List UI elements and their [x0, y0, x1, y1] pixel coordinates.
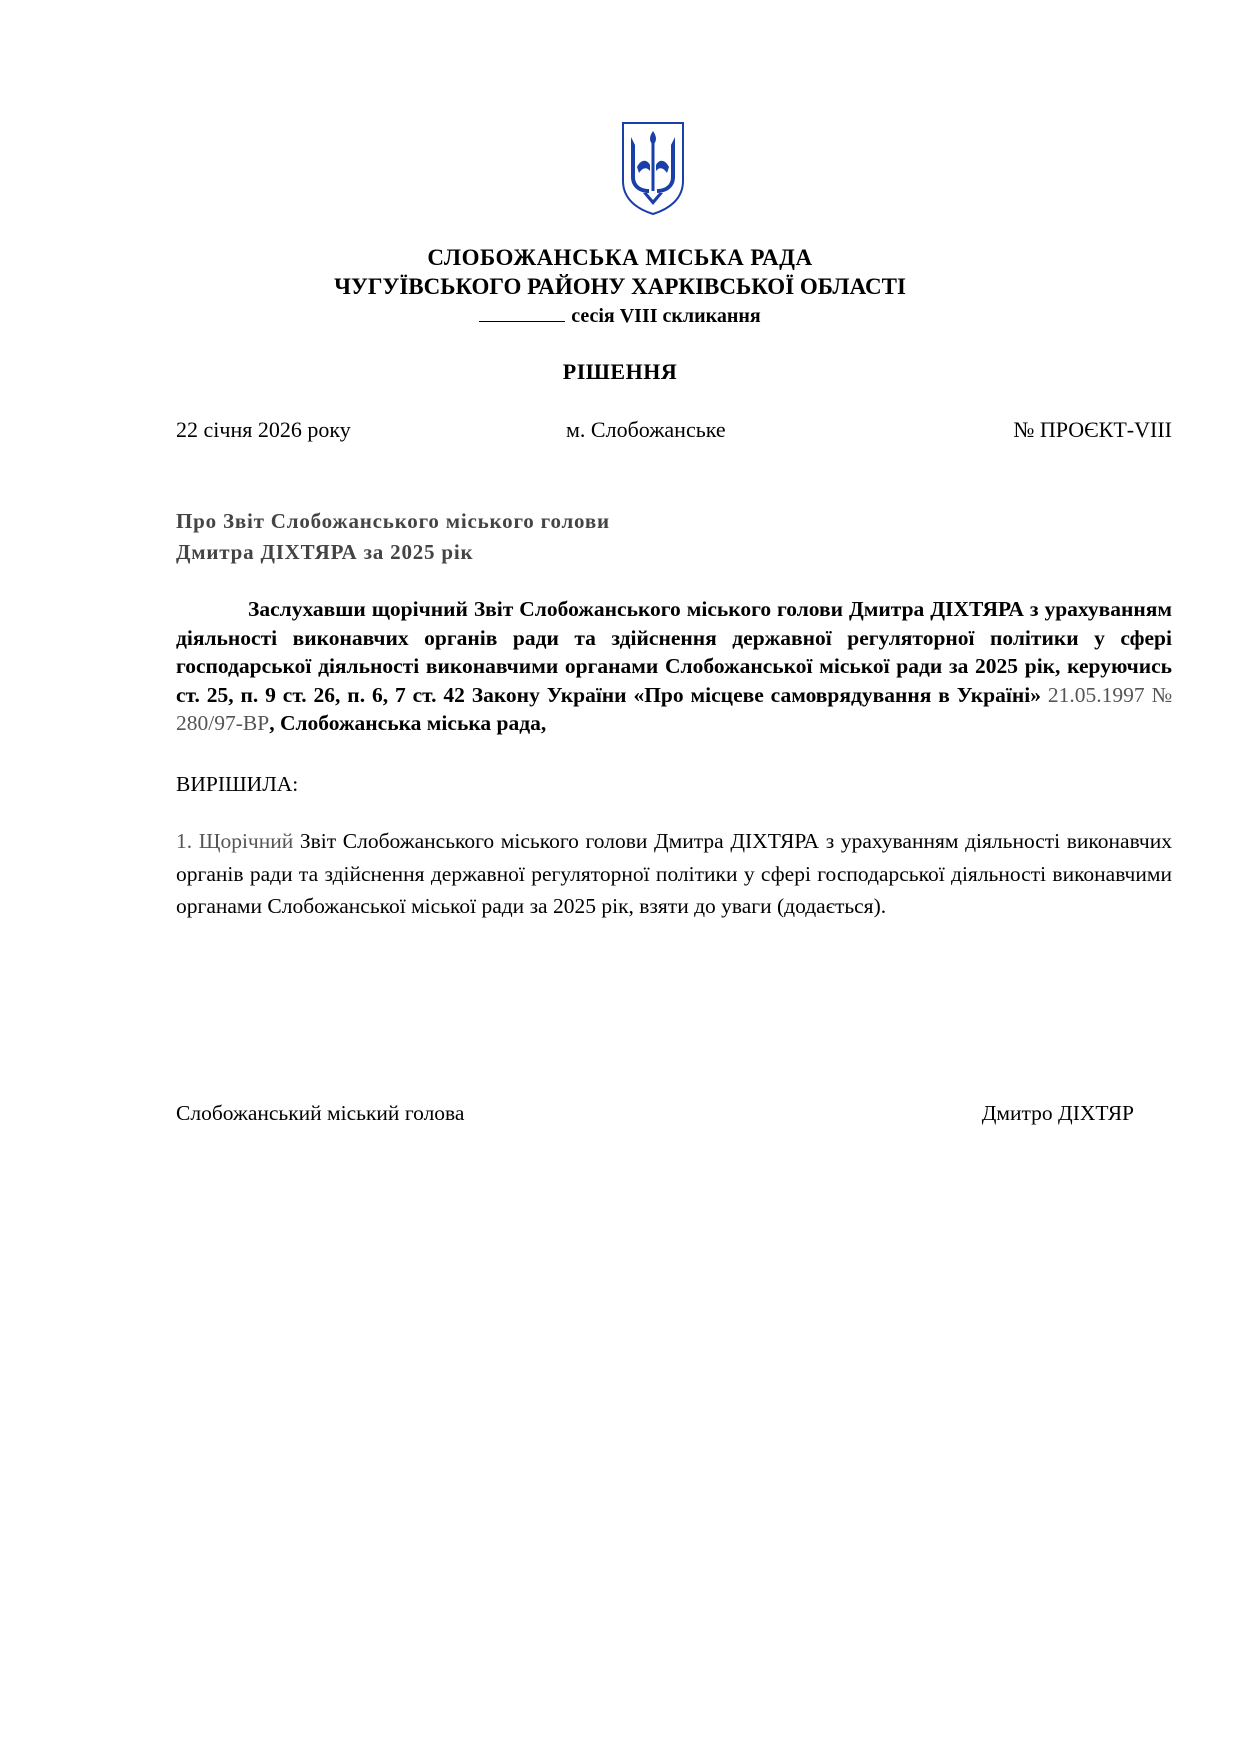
document-number: № ПРОЄКТ-VIII: [1013, 417, 1172, 442]
signer-position: Слобожанський міський голова: [176, 1101, 465, 1125]
coat-of-arms-trident-icon: [619, 119, 687, 217]
session-number-blank: [479, 305, 565, 322]
document-meta-row: [176, 416, 1172, 446]
signer-name: Дмитро ДІХТЯР: [981, 1101, 1134, 1125]
document-date: 22 січня 2026 року: [176, 417, 351, 442]
preamble-law-reference: 21.05.1997 № 280/97-ВР: [176, 682, 1172, 735]
preamble-main-text: Заслухавши щорічний Звіт Слобожанського міського голови Дмитра ДІХТЯРА з урахуванням діяльності виконавчих органів ради та здійснення державної регуляторної політики у сфері господарської діяльності виконавчими органами Слобожанської міської ради за 2025 рік, керуючись ст. 25, п. 9 ст. 26, п. 6, 7 ст. 42 Закону України «Про місцеве самоврядування в Україні»: [176, 597, 1172, 707]
item-prefix: 1. Щорічний: [176, 829, 300, 853]
subject-line-1: Про Звіт Слобожанського міського голови: [176, 509, 610, 533]
signature-row: [176, 1099, 1134, 1129]
document-city: м. Слобожанське: [566, 417, 726, 442]
item-text: Звіт Слобожанського міського голови Дмитра ДІХТЯРА з урахуванням діяльності виконавчих органів ради та здійснення державної регуляторної політики у сфері господарської діяльності виконавчими органами Слобожанської міської ради за 2025 рік, взяти до уваги (додається).: [176, 829, 1172, 918]
preamble-paragraph: [176, 595, 1172, 738]
session-line: [0, 302, 1240, 330]
session-label: сесія VIII скликання: [571, 305, 761, 327]
district-region: ЧУГУЇВСЬКОГО РАЙОНУ ХАРКІВСЬКОЇ ОБЛАСТІ: [334, 274, 906, 299]
decided-label: ВИРІШИЛА:: [176, 772, 299, 796]
preamble-end-text: , Слобожанська міська рада,: [269, 711, 547, 735]
council-name: СЛОБОЖАНСЬКА МІСЬКА РАДА: [427, 245, 813, 270]
document-type-title: РІШЕННЯ: [562, 359, 678, 384]
subject-line-2: Дмитра ДІХТЯРА за 2025 рік: [176, 540, 474, 564]
subject-block: [176, 506, 610, 568]
decision-item-1: [176, 825, 1172, 923]
